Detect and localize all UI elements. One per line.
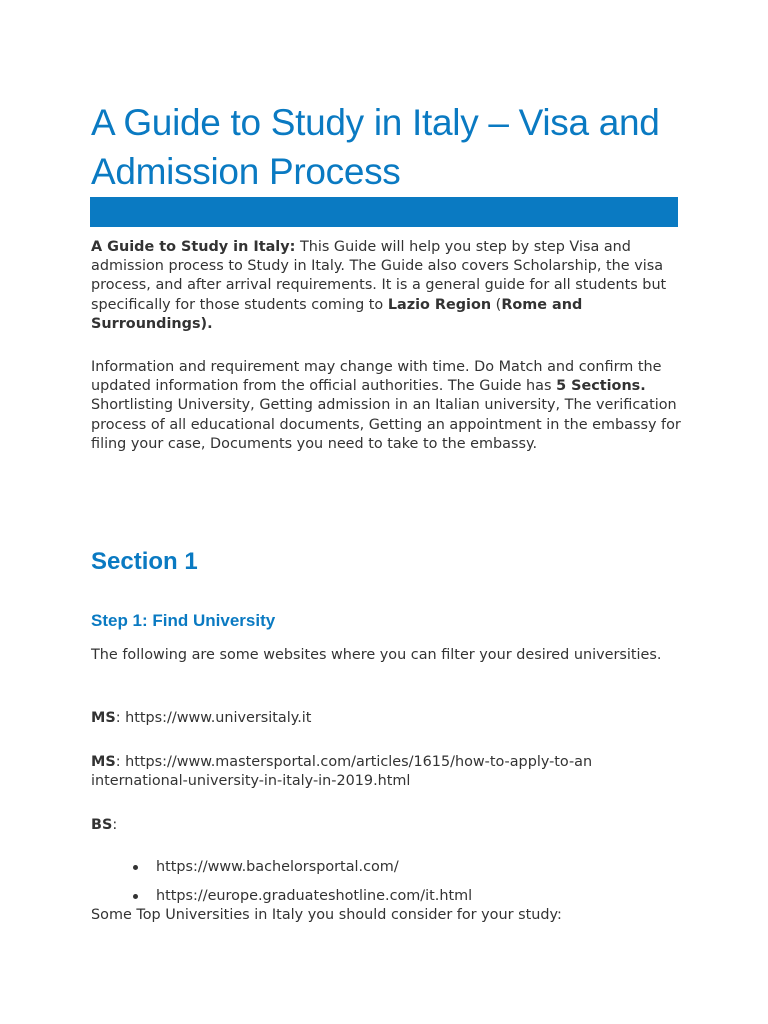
bs-label-row: [91, 816, 691, 835]
list-item: [91, 858, 472, 877]
ms-link-mastersportal[interactable]: https://www.mastersportal.com/articles/1615/how-to-apply-to-an international-university-in-italy-in-2019.html: [91, 754, 593, 790]
title-accent-bar: [90, 197, 678, 227]
section-heading: Section 1: [91, 548, 198, 575]
document-title: A Guide to Study in Italy – Visa and Admission Process: [91, 102, 660, 192]
intro-lead: A Guide to Study in Italy:: [91, 239, 296, 255]
ms-link-row-2: [91, 753, 691, 791]
bullet-icon: [133, 894, 138, 899]
info-text-2: Shortlisting University, Getting admission in an Italian university, The verification process of all educational documents, Getting an appointment in the embassy for filing your case, Documents you need to take to the embassy.: [91, 397, 681, 452]
bs-separator: :: [112, 817, 118, 833]
intro-text-1: This Guide will help you step by step Visa and admission process to Study in Italy. The Guide also covers Scholarship, the visa process, and after arrival requirements. It is a general guide for all students but specifically for those students coming to: [91, 239, 667, 313]
websites-intro: The following are some websites where you can filter your desired universities.: [91, 647, 662, 663]
info-paragraph: [91, 358, 691, 454]
bs-link-bachelorsportal[interactable]: https://www.bachelorsportal.com/: [156, 859, 399, 875]
step-heading: Step 1: Find University: [91, 611, 276, 630]
bs-link-graduateshotline[interactable]: https://europe.graduateshotline.com/it.html: [156, 888, 473, 905]
info-text-1: Information and requirement may change with time. Do Match and confirm the updated information from the official authorities. The Guide has: [91, 359, 662, 395]
ms-label: MS: [91, 754, 116, 770]
intro-paragraph: [91, 238, 691, 334]
intro-region: Lazio Region: [387, 296, 492, 313]
info-sections: 5 Sections.: [556, 378, 646, 395]
ms-separator: :: [115, 754, 126, 770]
intro-surroundings: Rome and Surroundings).: [91, 296, 583, 332]
bullet-icon: [133, 865, 138, 870]
intro-text-2: (: [491, 296, 502, 313]
ms-label: MS: [91, 710, 116, 726]
top-universities-text: Some Top Universities in Italy you should consider for your study:: [91, 907, 562, 923]
ms-link-universitaly[interactable]: https://www.universitaly.it: [125, 710, 312, 726]
list-item: [91, 887, 472, 906]
bs-label: BS: [91, 817, 113, 833]
ms-separator: :: [115, 710, 126, 726]
ms-link-row-1: [91, 709, 691, 728]
